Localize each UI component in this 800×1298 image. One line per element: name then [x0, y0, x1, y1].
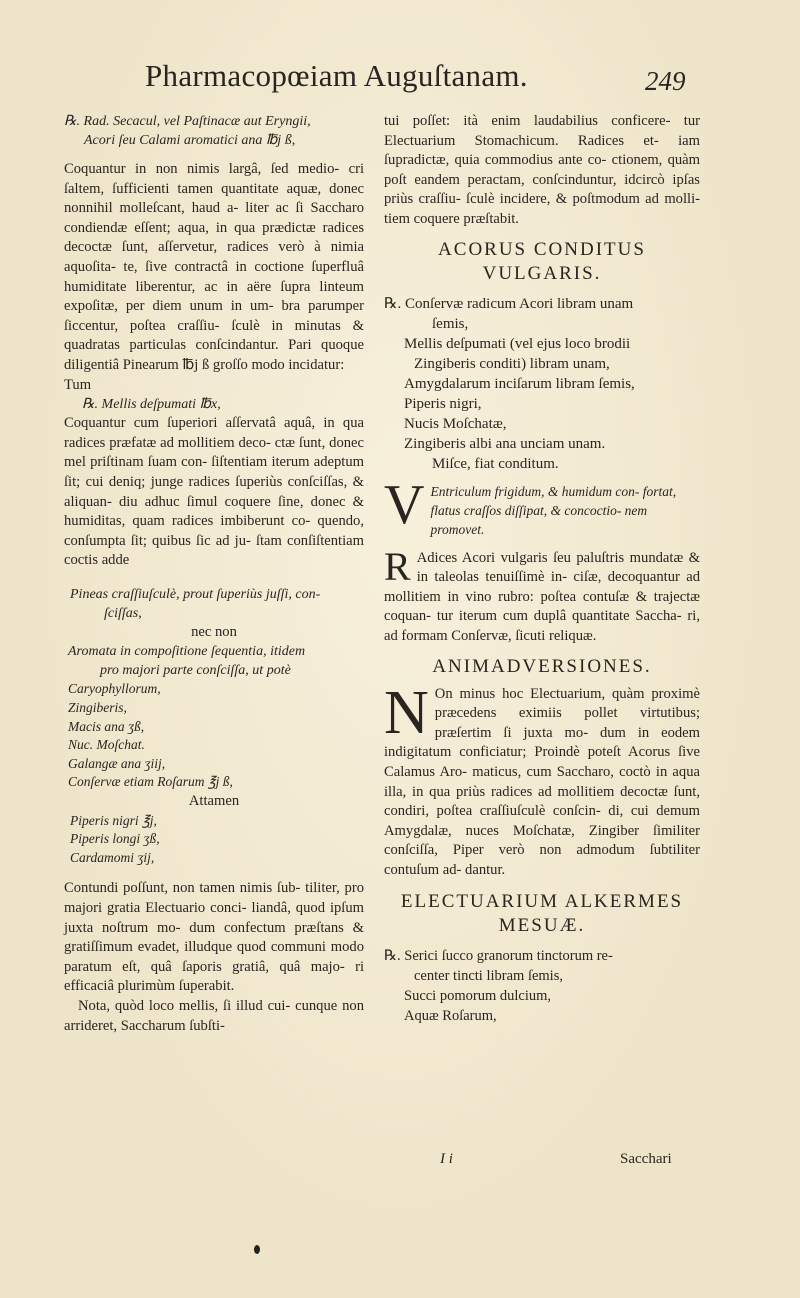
ingredient-item: Conſervæ etiam Roſarum ℥j ß, — [68, 774, 233, 790]
ingredient-item: Galangæ ana ʒiij, — [68, 755, 166, 771]
ingredient-item: Zingiberis, — [68, 700, 127, 716]
drop-capital: R — [384, 548, 411, 589]
recipe-line: ℞. Conſervæ radicum Acori libram unam — [384, 295, 634, 312]
recipe-line: Amygdalarum inciſarum libram ſemis, — [404, 375, 635, 392]
recipe-line: ℞. Serici ſucco granorum tinctorum re- — [384, 948, 613, 965]
virtues-paragraph — [384, 482, 700, 539]
drop-capital: N — [384, 684, 429, 747]
right-column — [384, 112, 700, 1026]
ink-blot — [254, 1245, 260, 1254]
recipe-line: ſemis, — [432, 315, 469, 332]
section-title: ACORUS CONDITUS — [438, 238, 646, 260]
ingredient-item: Caryophyllorum, — [68, 681, 161, 697]
recipe-line: Acori ſeu Calami aromatici ana ℔j ß, — [84, 133, 296, 148]
recipe-line: Succi pomorum dulcium, — [404, 988, 551, 1005]
drop-capital: V — [384, 481, 425, 536]
ingredient-line: pro majori parte conſciſſa, ut potè — [100, 663, 291, 679]
recipe-line: Mellis deſpumati (vel ejus loco brodii — [404, 335, 631, 352]
paragraph-word: Tum — [64, 376, 92, 393]
recipe-line: Zingiberis albi ana unciam unam. — [404, 435, 606, 452]
running-title: Pharmacopœiam Auguſtanam. — [145, 58, 528, 93]
ingredient-item: Piperis nigri ℥j, — [70, 812, 157, 828]
section-title: ELECTUARIUM ALKERMES — [400, 891, 684, 913]
section-title: VULGARIS. — [482, 262, 602, 284]
connector-text: Attamen — [188, 793, 240, 810]
ingredient-item: Macis ana ʒß, — [68, 718, 145, 734]
paragraph: Coquantur cum ſuperiori aſſervatâ aquâ, in qua radices præfatæ ad mollitiem deco- ctæ ſunt, donec mel priſtinam ſuam con- ſiſtentiam iterum adeptum ſit; cui deniq; junge radices ſuperiùs conſciſſas, & aliquan- diu adhuc ſimul coquere ſine, donec & humiditas, quam radices imbiberunt co- quendo, conſumpta ſit; quibus ſic ad ju- ſtam conſiſtentiam coctis adde — [64, 415, 364, 569]
connector-text: nec non — [191, 623, 237, 640]
ingredient-item: Nuc. Moſchat. — [68, 737, 145, 753]
ingredient-item: Cardamomi ʒij, — [70, 849, 155, 865]
ingredient-item: Piperis longi ʒß, — [70, 831, 160, 847]
paragraph: tui poſſet: ità enim laudabilius conficere- tur Electuarium Stomachicum. Radices et- iam ſupradictæ, quia commodius ante co- ctionem, quàm poſt eandem peractam, conſcinduntur, idcircò ipſas priùs craſſiu- ſculè incidere, & poſtmodum ad molli- tiem coquere præſtabit. — [384, 113, 700, 227]
ingredient-line: ſciſſas, — [104, 605, 142, 621]
recipe-line: Zingiberis conditi) libram unam, — [414, 355, 610, 372]
recipe-line: ℞. Mellis deſpumati ℔x, — [82, 397, 221, 413]
ingredient-line: Pineas craſſiuſculè, prout ſuperiùs juſſi, con- — [70, 586, 321, 602]
recipe-line: Nucis Moſchatæ, — [404, 415, 507, 432]
recipe-line: ℞. Rad. Secacul, vel Paſtinacæ aut Eryngii, — [64, 114, 311, 129]
recipe-line: center tincti libram ſemis, — [414, 968, 563, 985]
paragraph: Entriculum frigidum, & humidum con- fortat, flatus craſſos diſſipat, & concoctio- nem promovet. — [430, 483, 677, 537]
ingredient-list — [64, 812, 364, 868]
section-title: MESUÆ. — [498, 915, 586, 937]
paragraph: On minus hoc Electuarium, quàm proximè præcedens eximiis pollet virtutibus; præſertim ſi juxta mo- dum in eodem indigitatum conficiatur; Proindè poteſt Acorus ſive Calamus Aro- maticus, cum Saccharo, coctò in aqua illa, in qua priùs radices ad mollitiem decoctæ ſunt, condiri, poſtea craſſiuſculè conſcin- di, cui demum Amygdalæ, nuces Moſchatæ, Zingiber ſimiliter conſciſſa, Piper verò non admodum ſubtiliter contuſum ad- dantur. — [384, 685, 700, 878]
signature-mark: I i — [440, 1151, 453, 1167]
page-header — [0, 58, 800, 102]
left-column — [64, 112, 364, 1036]
page-number: 249 — [645, 66, 686, 96]
paragraph: Coquantur in non nimis largâ, ſed medio- cri ſaltem, ſufficienti tamen quantitate aquæ, donec nonnihil molleſcant, haud a- liter ac ſi Saccharo condiendæ eſſent; aqua, in qua prædictæ radices decoctæ ſunt, aſſervetur, radices verò à nimia aquoſita- te, ſive contractâ in coctione ſuperfluâ humiditate liberentur, ac in aëre ſupra linteum expoſitæ, per diem unum in um- bra parumper ſiccentur, poſtea craſſiu- ſculè in minutas & quadratas particulas conſcindantur. Pari quoque diligentiâ Pinearum ℔j ß groſſo modo incidatur: — [64, 161, 364, 373]
paragraph: Contundi poſſunt, non tamen nimis ſub- tiliter, pro majori gratia Electuario conci- liandâ, quod ipſum juxta noſtrum mo- dum confectum præſtans & gratiſſimum evadet, illudque quod communi modo paratum eſt, quâ ſaporis gratiâ, quâ majo- ri efficaciâ plurimùm ſuperabit. — [64, 880, 364, 995]
paragraph: Nota, quòd loco mellis, ſi illud cui- cunque non arrideret, Saccharum ſubſti- — [64, 997, 364, 1034]
ingredient-line: Aromata in compoſitione ſequentia, itidem — [68, 644, 306, 660]
preparation-paragraph — [384, 549, 700, 647]
ingredient-list — [64, 680, 364, 792]
recipe-line: Piperis nigri, — [404, 395, 482, 412]
recipe-list — [384, 294, 700, 474]
section-title: ANIMADVERSIONES. — [432, 655, 652, 677]
paragraph: Adices Acori vulgaris ſeu paluſtris mundatæ & in taleolas tenuiſſimè in- ciſæ, decoquantur ad mollitiem in vino rubro: poſtea contuſæ & trajectæ coquan- tur iterum cum duplâ quantitate Saccha- ri, ad formam Conſervæ, ſicuti reliquæ. — [384, 549, 700, 644]
catchword: Sacchari — [620, 1151, 672, 1167]
recipe-line: Miſce, fiat conditum. — [432, 455, 559, 472]
recipe-line: Aquæ Roſarum, — [404, 1008, 497, 1025]
recipe-list — [384, 946, 700, 1026]
animadversiones-paragraph — [384, 685, 700, 881]
